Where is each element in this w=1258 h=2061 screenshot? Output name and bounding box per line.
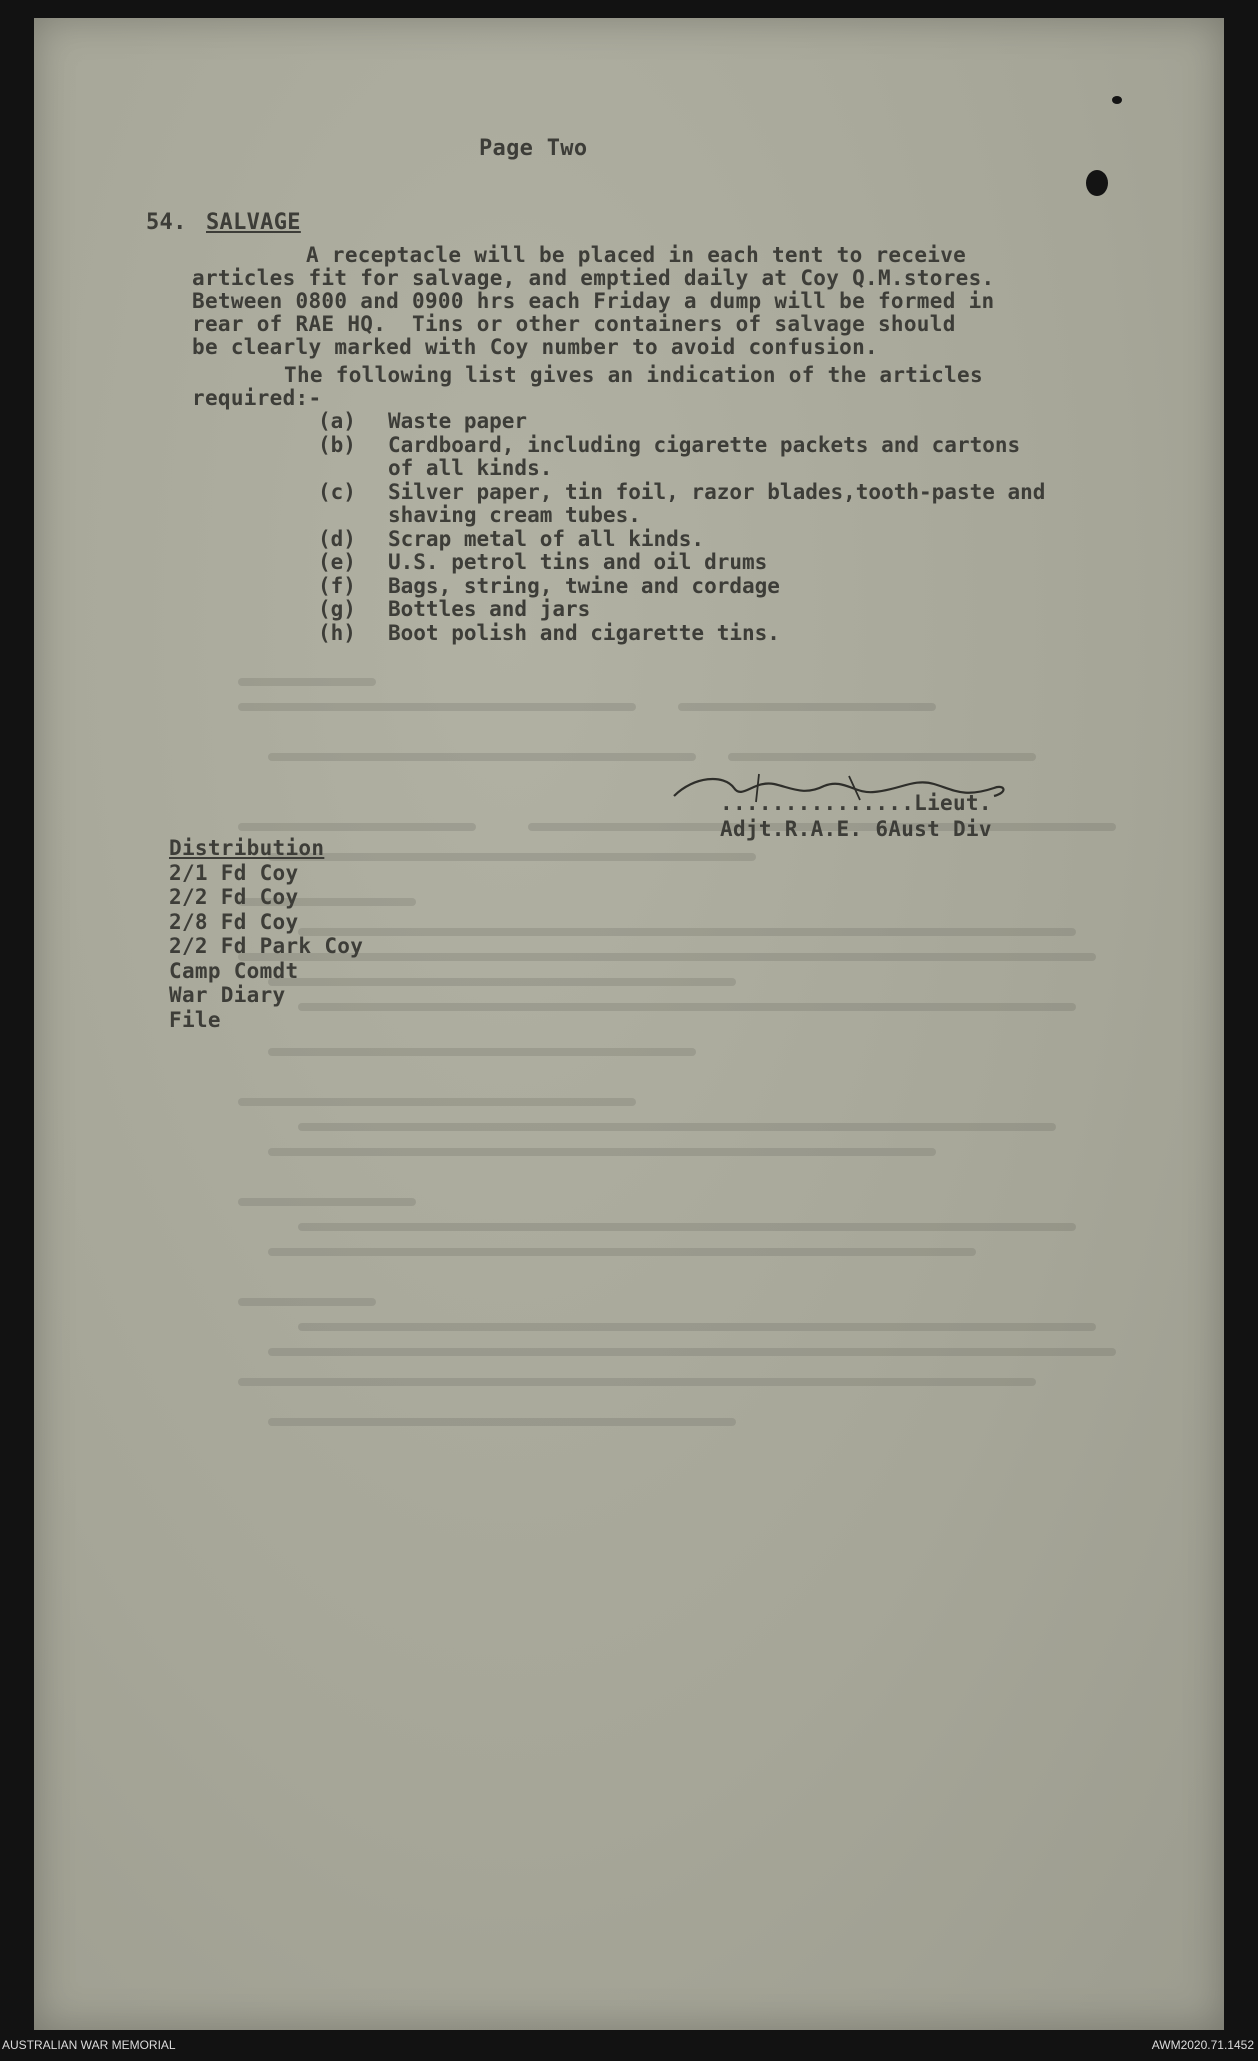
list-item: (d) Scrap metal of all kinds. [318, 526, 705, 551]
distribution-list [169, 836, 363, 1032]
list-intro-line: The following list gives an indication of the articles [284, 363, 983, 387]
distribution-entry: 2/1 Fd Coy [169, 860, 299, 885]
paragraph-line: rear of RAE HQ. Tins or other containers of salvage should [192, 312, 956, 336]
distribution-entry: Camp Comdt [169, 958, 299, 983]
section-title: SALVAGE [206, 210, 301, 235]
ink-spot-mark [1112, 96, 1122, 104]
distribution-entry: 2/2 Fd Coy [169, 885, 299, 909]
signature-title-line: Adjt.R.A.E. 6Aust Div [720, 817, 992, 841]
list-item: (c) Silver paper, tin foil, razor blades,tooth-paste and [318, 479, 1046, 504]
distribution-entry: War Diary [169, 983, 286, 1007]
signature-rank-line: ...............Lieut. [720, 791, 992, 815]
salvage-items-list [318, 410, 1045, 645]
paragraph-line: A receptacle will be placed in each tent to receive [306, 243, 967, 267]
list-item: (b) Cardboard, including cigarette packets and cartons [318, 432, 1021, 457]
distribution-entry: 2/8 Fd Coy [169, 909, 299, 934]
list-intro-line: required:- [192, 386, 322, 410]
distribution-entry: File [169, 1007, 221, 1032]
paragraph-line: be clearly marked with Coy number to avoid confusion. [192, 335, 878, 359]
section-number: 54. [146, 210, 187, 235]
distribution-heading: Distribution [169, 836, 325, 860]
document-page [34, 18, 1224, 2030]
distribution-entry: 2/2 Fd Park Coy [169, 934, 364, 958]
punch-hole-mark [1086, 170, 1108, 196]
paragraph-line: Between 0800 and 0900 hrs each Friday a dump will be formed in [192, 289, 995, 313]
list-item-continuation: of all kinds. [388, 456, 553, 480]
list-item: (h) Boot polish and cigarette tins. [318, 620, 780, 645]
footer-source-label: AUSTRALIAN WAR MEMORIAL [2, 2038, 176, 2052]
list-item-continuation: shaving cream tubes. [388, 503, 641, 527]
list-item: (a) Waste paper [318, 409, 528, 433]
list-item: (f) Bags, string, twine and cordage [318, 573, 780, 598]
paragraph-line: articles fit for salvage, and emptied daily at Coy Q.M.stores. [192, 266, 995, 290]
list-item: (e) U.S. petrol tins and oil drums [318, 550, 768, 574]
footer-accession-number: AWM2020.71.1452 [1151, 2038, 1254, 2052]
page-title: Page Two [479, 136, 588, 161]
list-item: (g) Bottles and jars [318, 597, 591, 621]
